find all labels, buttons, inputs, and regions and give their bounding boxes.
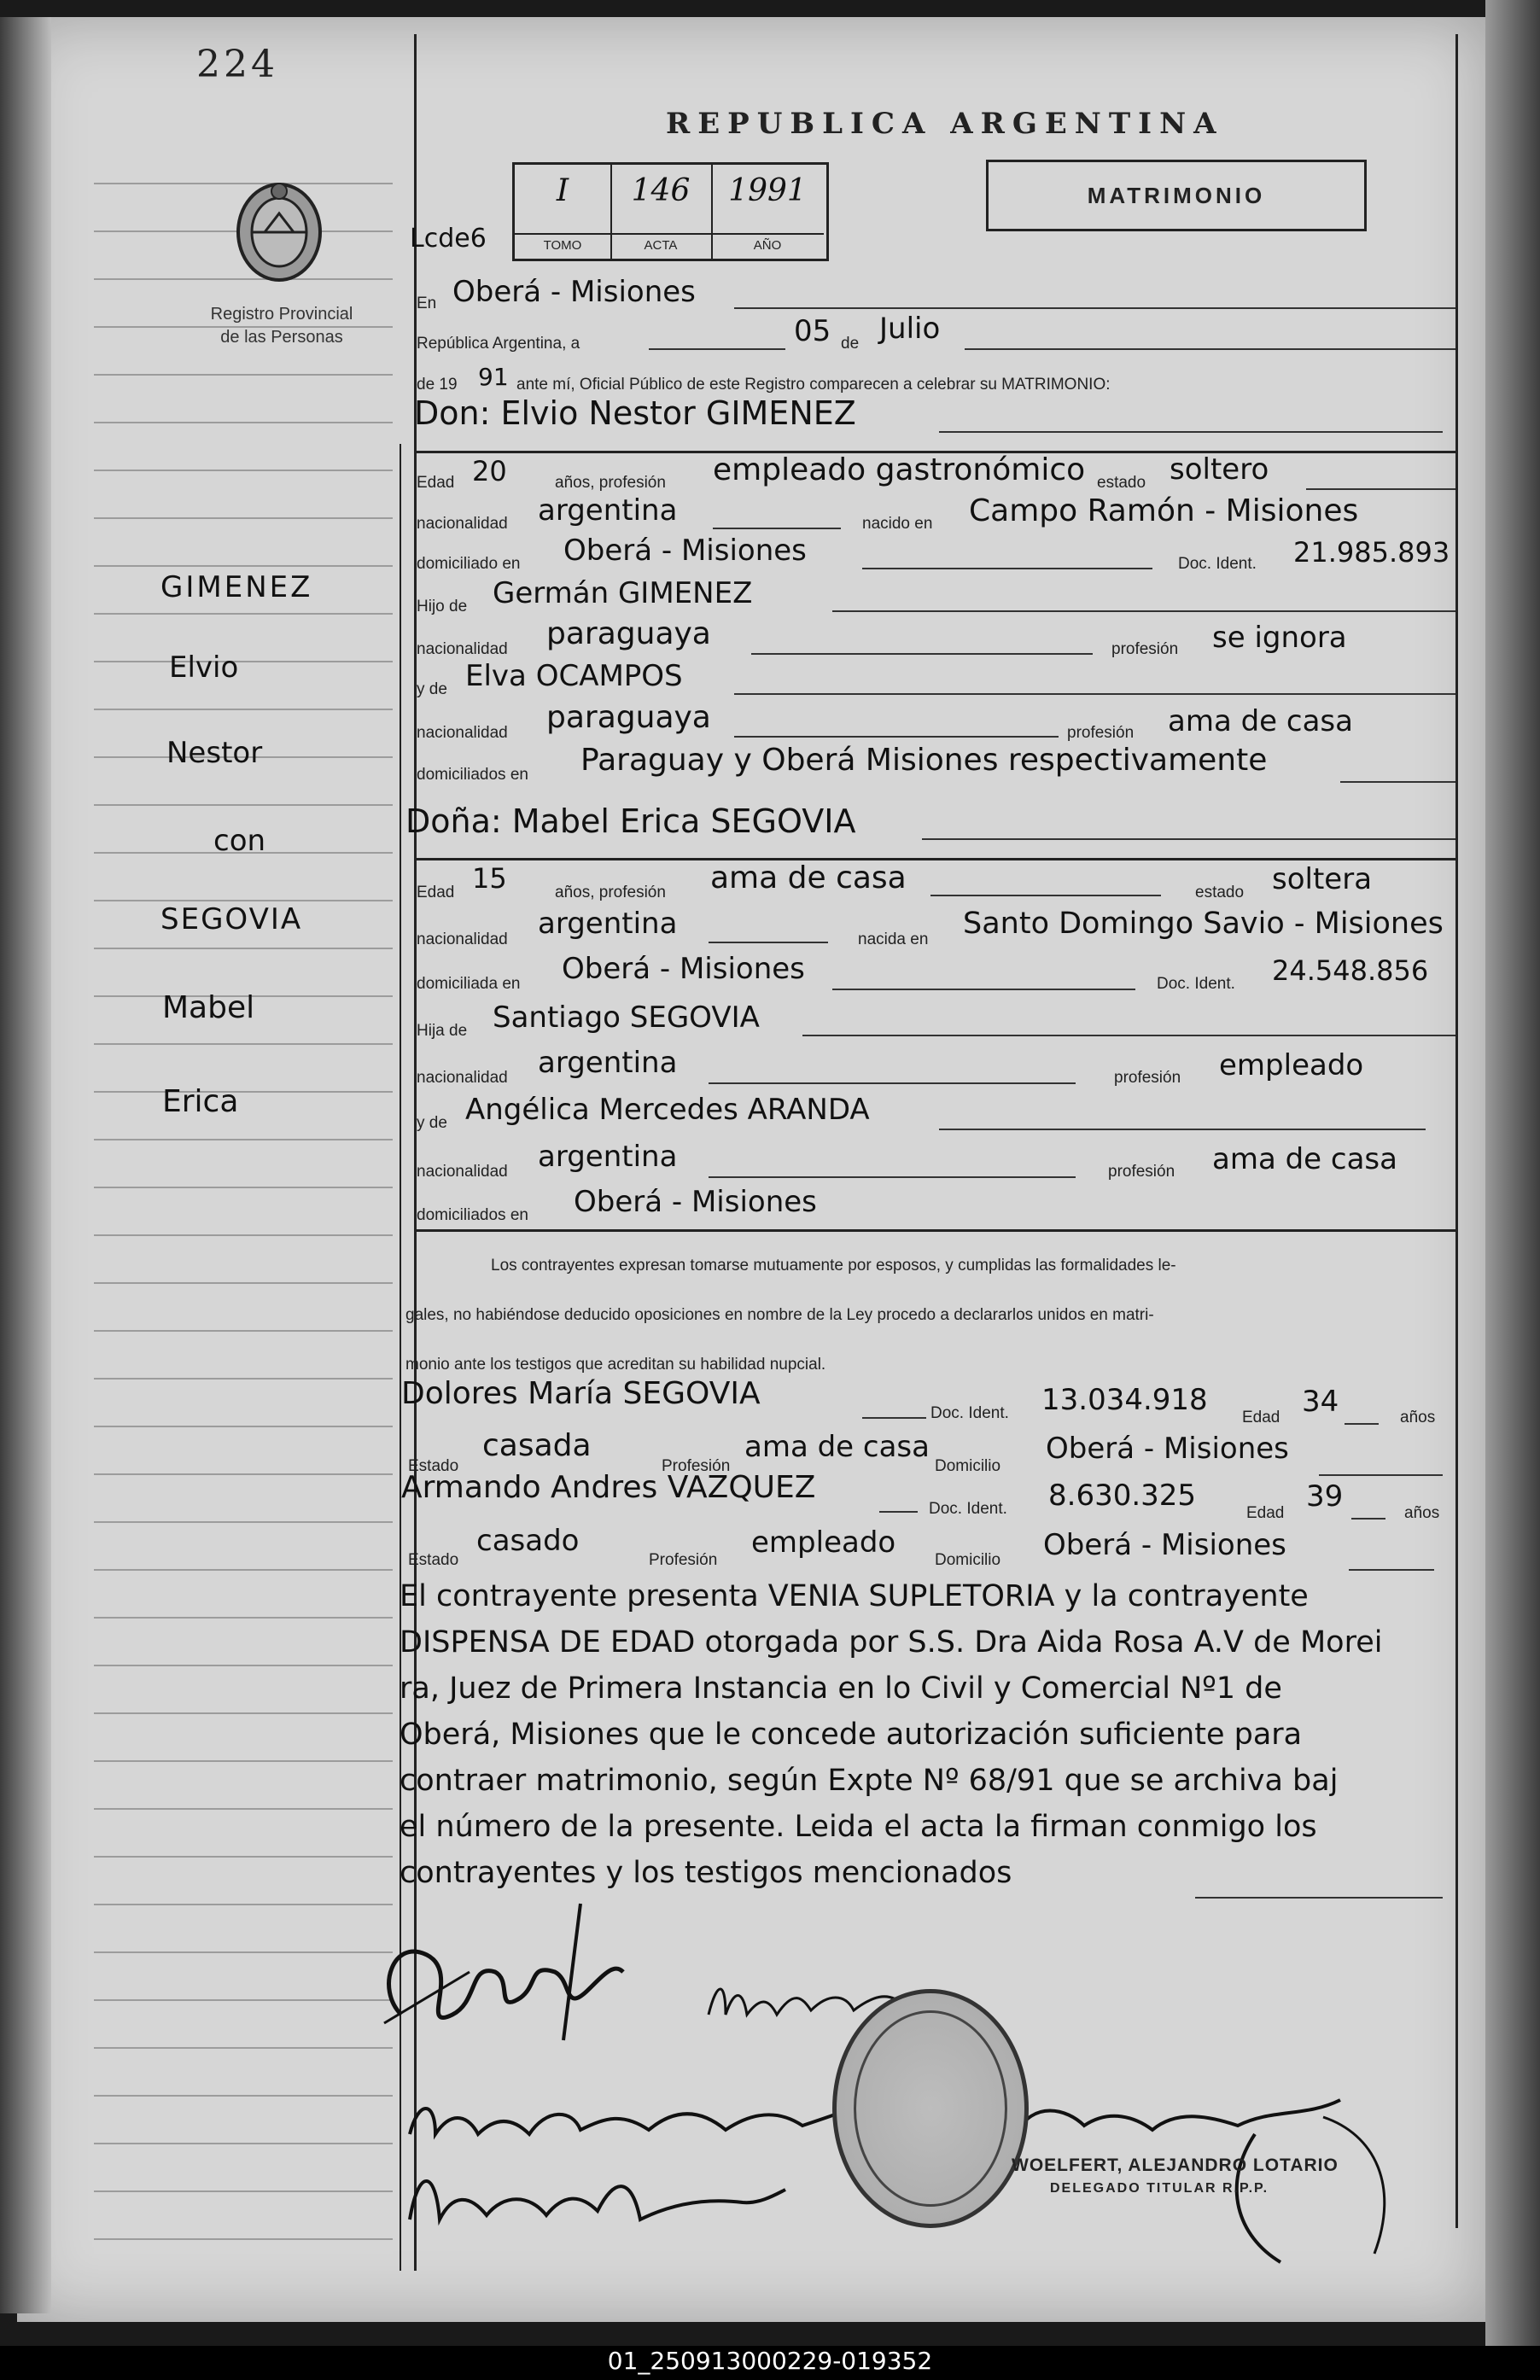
note-line-4: Oberá, Misiones que le concede autorización suficiente para bbox=[400, 1718, 1303, 1752]
tomo-acta-ano-box bbox=[512, 162, 829, 261]
ano-value: 1991 bbox=[728, 173, 807, 208]
hijo-label: Hijo de bbox=[417, 598, 468, 615]
edad-label: Edad bbox=[417, 474, 455, 492]
doc-label: Doc. Ident. bbox=[1157, 975, 1235, 993]
y-de-label: y de bbox=[417, 680, 447, 698]
y-de-label: y de bbox=[417, 1114, 447, 1132]
side-code: Lcde6 bbox=[410, 224, 487, 254]
groom-father-nationality: paraguaya bbox=[546, 616, 711, 651]
officer-name: WOELFERT, ALEJANDRO LOTARIO bbox=[1012, 2155, 1339, 2175]
margin-given-name-4: Erica bbox=[162, 1084, 239, 1119]
domiciliada-label: domiciliada en bbox=[417, 975, 521, 993]
estado-label: estado bbox=[1097, 474, 1146, 492]
nacionalidad-label: nacionalidad bbox=[417, 724, 508, 742]
anos-profesion-label: años, profesión bbox=[555, 474, 666, 492]
profesion-label: Profesión bbox=[662, 1457, 731, 1475]
nacionalidad-label: nacionalidad bbox=[417, 1069, 508, 1087]
groom-birthplace: Campo Ramón - Misiones bbox=[969, 493, 1359, 528]
witness-2-doc: 8.630.325 bbox=[1048, 1479, 1197, 1513]
note-line-2: DISPENSA DE EDAD otorgada por S.S. Dra Aida Rosa A.V de Morei bbox=[400, 1625, 1383, 1660]
domiciliados-label: domiciliados en bbox=[417, 1206, 528, 1224]
anos-label: años bbox=[1404, 1504, 1440, 1522]
page-edge bbox=[1485, 0, 1540, 2380]
estado-label: Estado bbox=[408, 1551, 459, 1569]
bride-mother-nationality: argentina bbox=[538, 1140, 678, 1174]
nacida-label: nacida en bbox=[858, 930, 929, 948]
tomo-value: I bbox=[556, 173, 569, 208]
declaration-line-3: monio ante los testigos que acreditan su habilidad nupcial. bbox=[405, 1356, 826, 1374]
officer-title: DELEGADO TITULAR R.P.P. bbox=[1050, 2181, 1269, 2196]
witness-2-estado: casado bbox=[476, 1524, 580, 1558]
groom-age: 20 bbox=[472, 455, 507, 487]
groom-mother: Elva OCAMPOS bbox=[465, 659, 683, 693]
profesion-label: profesión bbox=[1108, 1163, 1175, 1181]
hija-label: Hija de bbox=[417, 1022, 468, 1040]
margin-given-name-3: Mabel bbox=[162, 990, 255, 1025]
estado-label: Estado bbox=[408, 1457, 459, 1475]
margin-given-name-2: Nestor bbox=[166, 736, 263, 770]
intro-statement: ante mí, Oficial Público de este Registro comparecen a celebrar su MATRIMONIO: bbox=[516, 376, 1111, 394]
bride-birthplace: Santo Domingo Savio - Misiones bbox=[963, 907, 1444, 941]
tomo-label: TOMO bbox=[515, 233, 610, 253]
bride-doc: 24.548.856 bbox=[1272, 954, 1429, 987]
country-title: REPUBLICA ARGENTINA bbox=[666, 107, 1224, 141]
groom-mother-profession: ama de casa bbox=[1168, 704, 1353, 738]
witness-1-profession: ama de casa bbox=[744, 1430, 930, 1464]
nacionalidad-label: nacionalidad bbox=[417, 640, 508, 658]
note-line-7: contrayentes y los testigos mencionados bbox=[400, 1856, 1012, 1890]
edad-label: Edad bbox=[1246, 1504, 1285, 1522]
anos-profesion-label: años, profesión bbox=[555, 884, 666, 901]
witness-1-estado: casada bbox=[482, 1428, 592, 1463]
year-suffix: 91 bbox=[478, 363, 509, 391]
witness-2-name: Armando Andres VAZQUEZ bbox=[401, 1470, 816, 1505]
note-line-5: contraer matrimonio, según Expte Nº 68/91 que se archiva baj bbox=[400, 1764, 1339, 1798]
groom-profession: empleado gastronómico bbox=[713, 452, 1086, 487]
place-value: Oberá - Misiones bbox=[452, 275, 696, 309]
coat-of-arms-icon bbox=[232, 179, 326, 290]
groom-doc: 21.985.893 bbox=[1293, 536, 1450, 569]
groom-name: Don: Elvio Nestor GIMENEZ bbox=[414, 394, 856, 432]
margin-ruled-column bbox=[94, 137, 393, 2254]
republica-label: República Argentina, a bbox=[417, 335, 580, 353]
ano-label: AÑO bbox=[711, 233, 824, 253]
profesion-label: Profesión bbox=[649, 1551, 718, 1569]
bride-father-profession: empleado bbox=[1219, 1048, 1364, 1082]
doc-label: Doc. Ident. bbox=[1178, 555, 1257, 573]
profesion-label: profesión bbox=[1114, 1069, 1181, 1087]
groom-domicile: Oberá - Misiones bbox=[563, 534, 807, 568]
declaration-line-2: gales, no habiéndose deducido oposiciones en nombre de la Ley procedo a declararlos unidos en matri- bbox=[405, 1306, 1154, 1324]
witness-1-name: Dolores María SEGOVIA bbox=[401, 1376, 761, 1411]
acta-label: ACTA bbox=[610, 233, 711, 253]
domicilio-label: Domicilio bbox=[935, 1551, 1001, 1569]
bride-profession: ama de casa bbox=[710, 860, 907, 895]
bride-name: Doña: Mabel Erica SEGOVIA bbox=[405, 802, 856, 840]
anos-label: años bbox=[1400, 1409, 1436, 1426]
acta-value: 146 bbox=[631, 173, 691, 208]
estado-label: estado bbox=[1195, 884, 1245, 901]
domiciliados-label: domiciliados en bbox=[417, 766, 528, 784]
witness-1-domicile: Oberá - Misiones bbox=[1046, 1432, 1289, 1466]
groom-nationality: argentina bbox=[538, 493, 678, 528]
day-value: 05 bbox=[794, 314, 831, 348]
month-value: Julio bbox=[879, 312, 941, 346]
note-line-6: el número de la presente. Leida el acta la firman conmigo los bbox=[400, 1810, 1317, 1844]
year-prefix: de 19 bbox=[417, 376, 458, 394]
witness-2-domicile: Oberá - Misiones bbox=[1043, 1528, 1286, 1562]
record-type-box: MATRIMONIO bbox=[986, 160, 1367, 231]
witness-1-doc: 13.034.918 bbox=[1041, 1383, 1208, 1417]
nacido-label: nacido en bbox=[862, 515, 933, 533]
note-line-1: El contrayente presenta VENIA SUPLETORIA y la contrayente bbox=[400, 1579, 1309, 1613]
groom-father-profession: se ignora bbox=[1212, 621, 1347, 655]
bride-parents-domicile: Oberá - Misiones bbox=[574, 1185, 817, 1219]
bride-age: 15 bbox=[472, 862, 507, 895]
margin-surname-bride: SEGOVIA bbox=[160, 902, 303, 936]
groom-parents-domicile: Paraguay y Oberá Misiones respectivamente bbox=[580, 743, 1268, 778]
book-binding bbox=[0, 17, 51, 2313]
profesion-label: profesión bbox=[1111, 640, 1179, 658]
de-label: de bbox=[841, 335, 860, 353]
groom-mother-nationality: paraguaya bbox=[546, 700, 711, 735]
bride-domicile: Oberá - Misiones bbox=[562, 952, 805, 986]
declaration-line-1: Los contrayentes expresan tomarse mutuamente por esposos, y cumplidas las formalidades le- bbox=[491, 1257, 1176, 1275]
bride-mother: Angélica Mercedes ARANDA bbox=[465, 1093, 870, 1127]
registry-name: Registro Provincial de las Personas bbox=[210, 305, 353, 347]
margin-given-name-1: Elvio bbox=[169, 650, 239, 685]
nacionalidad-label: nacionalidad bbox=[417, 515, 508, 533]
groom-estado: soltero bbox=[1170, 452, 1269, 487]
margin-con: con bbox=[213, 824, 266, 858]
nacionalidad-label: nacionalidad bbox=[417, 930, 508, 948]
bride-nationality: argentina bbox=[538, 907, 678, 941]
en-label: En bbox=[417, 295, 437, 312]
witness-1-age: 34 bbox=[1302, 1385, 1339, 1419]
page-number: 224 bbox=[196, 43, 278, 86]
image-footer-code: 01_250913000229-019352 bbox=[607, 2347, 933, 2375]
bride-father: Santiago SEGOVIA bbox=[493, 1000, 760, 1035]
profesion-label: profesión bbox=[1067, 724, 1135, 742]
witness-2-profession: empleado bbox=[751, 1525, 896, 1560]
groom-signature bbox=[367, 1887, 640, 2057]
witness-2-signature bbox=[401, 2151, 794, 2245]
bride-father-nationality: argentina bbox=[538, 1046, 678, 1080]
margin-surname-groom: GIMENEZ bbox=[160, 570, 313, 604]
edad-label: Edad bbox=[1242, 1409, 1280, 1426]
nacionalidad-label: nacionalidad bbox=[417, 1163, 508, 1181]
bride-estado: soltera bbox=[1272, 862, 1373, 896]
bride-mother-profession: ama de casa bbox=[1212, 1142, 1397, 1176]
doc-label: Doc. Ident. bbox=[929, 1500, 1007, 1518]
official-stamp bbox=[832, 1989, 1029, 2228]
edad-label: Edad bbox=[417, 884, 455, 901]
doc-label: Doc. Ident. bbox=[930, 1404, 1009, 1422]
groom-father: Germán GIMENEZ bbox=[493, 576, 753, 610]
domiciliado-label: domiciliado en bbox=[417, 555, 521, 573]
witness-2-age: 39 bbox=[1306, 1479, 1344, 1514]
domicilio-label: Domicilio bbox=[935, 1457, 1001, 1475]
note-line-3: ra, Juez de Primera Instancia en lo Civil y Comercial Nº1 de bbox=[400, 1671, 1282, 1706]
right-border bbox=[1455, 34, 1458, 2228]
